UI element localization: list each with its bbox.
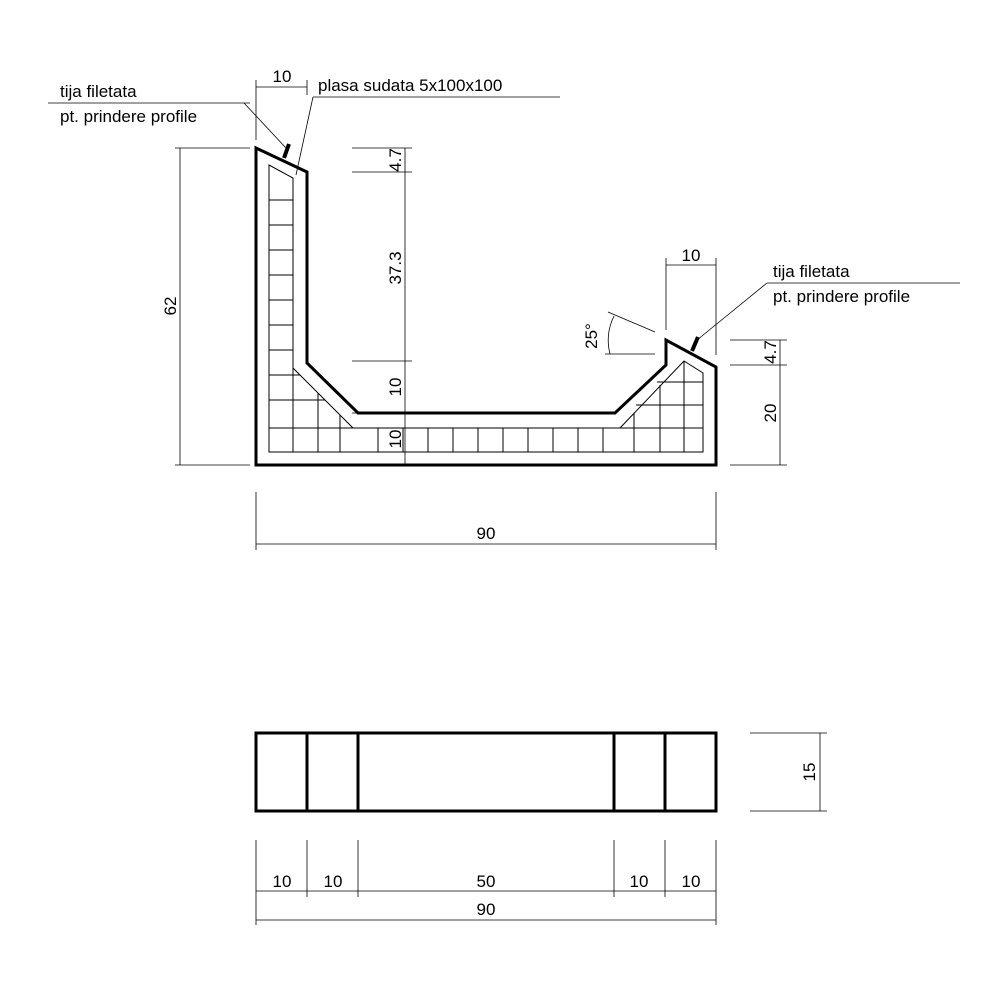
dim-right-chamfer: 4.7: [761, 340, 780, 364]
dim-top-chamfer: 4.7: [386, 148, 405, 172]
label-rod-right-1: tija filetata: [773, 262, 850, 281]
dim-total-width: 90: [476, 524, 496, 543]
dim-plan-seg4: 10: [629, 872, 649, 891]
dim-base-thickness: 10: [386, 429, 405, 449]
threaded-rod-right: [692, 337, 698, 351]
cross-section: [48, 67, 960, 550]
dim-right-top-width: 10: [681, 246, 701, 265]
dim-inner-fillet: 10: [386, 377, 405, 397]
plan-view: [256, 733, 827, 925]
dim-plan-seg5: 10: [681, 872, 701, 891]
dim-plan-seg2: 10: [323, 872, 343, 891]
dim-inner-height: 37.3: [386, 251, 405, 285]
plan-outline: [256, 733, 716, 811]
label-rod-right-2: pt. prindere profile: [773, 287, 911, 306]
dim-right-wall-height: 20: [761, 403, 780, 423]
mesh-outline: [269, 165, 703, 452]
dim-top-left-width: 10: [272, 67, 292, 86]
dim-plan-seg1: 10: [272, 872, 292, 891]
dim-plan-total: 90: [476, 900, 496, 919]
label-rod-left-1: tija filetata: [60, 82, 137, 101]
label-rod-left-2: pt. prindere profile: [60, 107, 198, 126]
label-mesh: plasa sudata 5x100x100: [318, 76, 503, 95]
dim-plan-seg3: 50: [476, 872, 496, 891]
dim-angle: 25°: [582, 323, 601, 349]
section-outer-outline: [256, 148, 716, 465]
dim-plan-height: 15: [800, 762, 819, 782]
dim-total-height: 62: [161, 296, 180, 316]
